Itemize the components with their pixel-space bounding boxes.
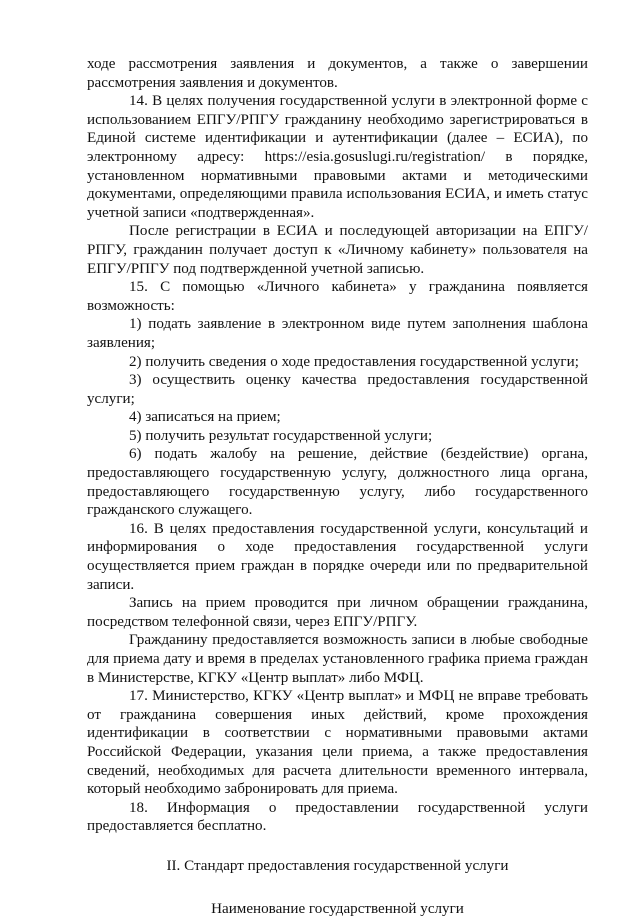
paragraph-18: 18. Информация о предоставлении государственной услуги предоставляется бесплатно. xyxy=(87,799,588,835)
list-item-1: 1) подать заявление в электронном виде путем заполнения шаблона заявления; xyxy=(87,316,588,351)
list-item-4: 4) записаться на прием; xyxy=(129,409,281,426)
list-item-2: 2) получить сведения о ходе предоставления государственной услуги; xyxy=(129,353,579,370)
paragraph-14: 14. В целях получения государственной услуги в электронной форме с использованием ЕПГУ/РПГУ гражданину необходимо зарегистрироваться в Единой системе идентификации и аутентификации (далее – ЕСИА), по электронному адресу: https://esia.gosuslugi.ru/registration/ в порядке, установленном нормативными правовыми актами и методическими документами, определяющими правила использования ЕСИА, и иметь статус учетной записи «подтвержденная». xyxy=(87,93,588,221)
paragraph-schedule: Гражданину предоставляется возможность записи в любые свободные для приема дату и время в пределах установленного графика приема граждан в Министерстве, КГКУ «Центр выплат» либо МФЦ. xyxy=(87,632,588,686)
paragraph-appointment: Запись на прием проводится при личном обращении гражданина, посредством телефонной связи, через ЕПГУ/РПГУ. xyxy=(87,595,588,630)
list-item-3: 3) осуществить оценку качества предоставления государственной услуги; xyxy=(87,372,588,407)
paragraph-16: 16. В целях предоставления государственной услуги, консультаций и информирования о ходе предоставления государственной услуги осуществляется прием граждан в порядке очереди или по предварительной записи. xyxy=(87,520,588,593)
subsection-heading: Наименование государственной услуги xyxy=(211,900,464,917)
paragraph-17: 17. Министерство, КГКУ «Центр выплат» и МФЦ не вправе требовать от гражданина совершения иных действий, кроме прохождения идентификации в соответствии с нормативными правовыми актами Российской Федерации, указания цели приема, а также предоставления сведений, необходимых для расчета длительности временного интервала, который необходимо забронировать для приема. xyxy=(87,688,588,798)
paragraph-15: 15. С помощью «Личного кабинета» у гражданина появляется возможность: xyxy=(87,279,588,314)
list-item-6: 6) подать жалобу на решение, действие (бездействие) органа, предоставляющего государственную услугу, должностного лица органа, предоставляющего государственную услугу, либо государственного гражданского служащего. xyxy=(87,446,588,519)
paragraph-registration: После регистрации в ЕСИА и последующей авторизации на ЕПГУ/РПГУ, гражданин получает доступ к «Личному кабинету» пользователя на ЕПГУ/РПГУ под подтвержденной учетной записью. xyxy=(87,223,588,277)
list-item-5: 5) получить результат государственной услуги; xyxy=(129,427,433,444)
paragraph-continuation: ходе рассмотрения заявления и документов, а также о завершении рассмотрения заявления и документов. xyxy=(87,56,588,91)
section-heading: II. Стандарт предоставления государственной услуги xyxy=(166,857,509,874)
